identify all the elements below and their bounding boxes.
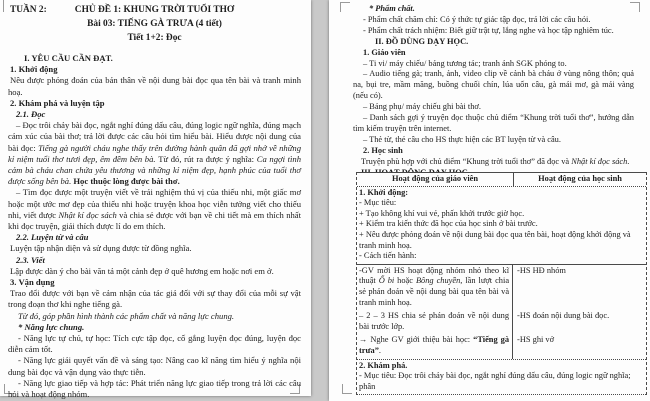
paragraph: + Tạo không khí vui vẻ, phấn khởi trước giờ học.: [359, 208, 525, 218]
paragraph: - Phẩm chất trách nhiệm: Biết giữ trật tự, lắng nghe và học tập nghiêm túc.: [363, 25, 614, 35]
paragraph: + Kiểm tra kiến thức đã học của học sinh ở bài trước.: [359, 219, 538, 229]
paragraph: – Thẻ từ, thẻ câu cho HS thực hiện các BT luyện từ và câu.: [363, 134, 561, 144]
table-header-student: Hoạt động của học sinh: [513, 173, 646, 186]
unit-title: CHỦ ĐỀ 1: KHUNG TRỜI TUỔI THƠ: [74, 5, 235, 15]
sub-heading: 2.1. Đọc: [16, 109, 46, 120]
student-activity-cell: -HS HĐ nhóm: [517, 265, 566, 275]
crop-mark: [340, 2, 350, 12]
document-page-right: [329, 0, 650, 401]
page-header: [8, 3, 301, 17]
paragraph: - Mục tiêu:: [359, 198, 397, 208]
sub-heading: 2. Khám phá và luyện tập: [10, 97, 105, 108]
student-activity-cell: -HS đoán nội dung bài đọc.: [517, 311, 610, 321]
paragraph: – Đọc trôi chảy bài đọc, ngắt nghỉ đúng dấu câu, đúng logic ngữ nghĩa, đúng mạch cảm xúc của bài thơ; trả lời được các câu hỏi tìm hiểu bài. Hiểu được nội dung của bài đọc: Tiếng gà người cháu nghe thấy trên đường hành quân đã gợi nhớ về những kỉ niệm tuổi thơ tươi đẹp, êm đềm bên bà. Từ đó, rút ra được ý nghĩa: Ca ngợi tình cảm bà cháu chan chứa yêu thương và những kỉ niệm đẹp, hạnh phúc của tuổi thơ được sống bên bà. Học thuộc lòng được bài thơ.: [8, 120, 302, 187]
table-header-teacher: Hoạt động của giáo viên: [391, 174, 479, 183]
lesson-title: Bài 03: TIẾNG GÀ TRƯA (4 tiết): [87, 19, 222, 29]
teacher-activity-cell: – 2 – 3 HS chia sẻ phán đoán về nội dung bài trước lớp.: [357, 310, 513, 334]
sub-heading: 2. Học sinh: [363, 145, 403, 155]
teacher-activity-cell: -GV mời HS hoạt động nhóm nhỏ theo kĩ thuật Ổ bi hoặc Bông chuyền, lần lượt chia sẻ phán đoán về nội dung bài qua tên bài và tranh minh hoạ.: [357, 265, 513, 310]
sub-heading: 1. Khởi động: [10, 64, 58, 75]
student-activity-cell: -HS ghi vở: [517, 335, 555, 345]
paragraph: - Năng lực tự chủ, tự học: Tích cực tập đọc, cố gắng luyện đọc đúng, luyện đọc diễn cảm tốt.: [8, 333, 301, 355]
paragraph: – Audio tiếng gà; tranh, ảnh, video clip về cảnh bà cháu ở vùng nông thôn; quả na, bụi tre, mầm măng, buồng chuối chín, lúa uốn câu, gà mái mơ, gà mái vàng (nếu có).: [353, 69, 634, 101]
right-page-content: [353, 4, 634, 179]
sub-heading: 3. Vận dụng: [10, 277, 55, 288]
paragraph: + Nêu được phỏng đoán về nội dung bài đọc qua tên bài, hoạt động khởi động và tranh minh hoạ.: [359, 229, 631, 250]
sub-heading: 2.2. Luyện từ và câu: [16, 232, 89, 243]
crop-mark: [342, 384, 352, 394]
paragraph: - Năng lực giải quyết vấn đề và sáng tạo: Nâng cao kĩ năng tìm hiểu ý nghĩa nội dung bài đọc và vận dụng vào thực tiễn.: [8, 355, 301, 377]
paragraph: – Tìm đọc được một truyện viết về trải nghiệm thú vị của thiếu nhi, một giấc mơ hoặc một ước mơ đẹp của thiếu nhi hoặc truyện khoa học viễn tưởng viết cho thiếu nhi, viết được Nhật kí đọc sách và chia sẻ được với bạn về chi tiết mà em thích nhất khi đọc truyện, giải thích được lí do em thích.: [8, 187, 301, 232]
paragraph: – Danh sách gợi ý truyện đọc thuộc chủ điểm “Khung trời tuổi thơ”, hướng dẫn tìm kiếm truyện trên internet.: [353, 113, 634, 133]
table-row-discover: [357, 360, 646, 396]
sub-heading: * Phẩm chất.: [369, 4, 415, 13]
paragraph: – Ti vi/ máy chiếu/ bảng tương tác; tranh ảnh SGK phóng to.: [363, 58, 567, 68]
teacher-activity-cell: → Nghe GV giới thiệu bài học: “Tiếng gà trưa”.: [357, 334, 513, 358]
sub-heading: * Năng lực chung.: [18, 321, 85, 332]
table-header-row: [357, 173, 646, 187]
paragraph: - Mục tiêu: Đọc trôi chảy bài đọc, ngắt nghỉ đúng dấu câu, đúng logic ngữ nghĩa; phân: [359, 371, 631, 391]
table-row: [357, 265, 646, 360]
section-heading: I. YÊU CẦU CẦN ĐẠT.: [24, 53, 113, 63]
document-page-left: [0, 0, 311, 400]
crop-mark: [3, 0, 4, 12]
table-row-warmup: [357, 187, 646, 265]
paragraph: Truyện phù hợp với chủ điểm “Khung trời tuổi thơ” đã đọc và Nhật kí đọc sách.: [361, 156, 630, 166]
left-page-content: [8, 3, 301, 400]
sub-heading: 1. Giáo viên: [363, 47, 406, 57]
paragraph: - Cách tiến hành:: [359, 251, 417, 261]
section-heading: II. ĐỒ DÙNG DẠY HỌC.: [375, 36, 469, 46]
paragraph: Nêu được phỏng đoán của bản thân về nội dung bài đọc qua tên bài và tranh minh hoạ.: [8, 75, 301, 97]
paragraph: - Năng lực giao tiếp và hợp tác: Phát triển năng lực giao tiếp trong trả lời các câu hỏi và hoạt động nhóm.: [8, 377, 301, 400]
week-label: TUẦN 2:: [10, 5, 47, 15]
paragraph: Lập được dàn ý cho bài văn tả một cảnh đẹp ở quê hương em hoặc nơi em ở.: [10, 265, 274, 276]
activities-table: [356, 172, 647, 395]
paragraph: – Bảng phụ/ máy chiếu ghi bài thơ.: [363, 102, 481, 112]
paragraph: - Phẩm chất chăm chỉ: Có ý thức tự giác tập đọc, trả lời các câu hỏi.: [363, 14, 591, 24]
activity-title: 2. Khám phá.: [359, 360, 408, 370]
activity-title: 1. Khởi động:: [359, 187, 409, 197]
period-title: Tiết 1+2: Đọc: [127, 33, 182, 43]
paragraph: Luyện tập nhận diện và sử dụng được từ đồng nghĩa.: [10, 243, 192, 254]
paragraph: Trao đổi được với bạn về cảm nhận của tác giả đối với sự thay đổi của mỗi sự vật trong đoạn thơ khi nghe tiếng gà.: [8, 288, 301, 310]
paragraph: Từ đó, góp phần hình thành các phẩm chất và năng lực chung.: [18, 310, 235, 321]
sub-heading: 2.3. Viết: [16, 254, 45, 265]
